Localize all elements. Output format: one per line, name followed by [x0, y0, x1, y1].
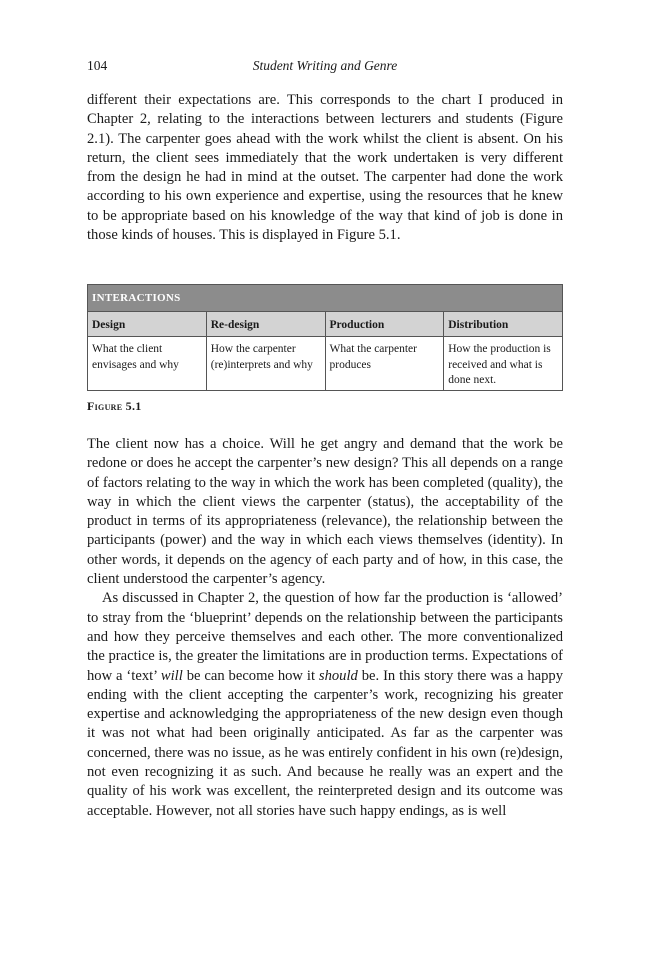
figure-5-1: [87, 284, 563, 414]
body-text: [87, 435, 563, 821]
column-header: Re-design: [206, 312, 325, 337]
running-header: [87, 58, 563, 78]
table-banner: INTERACTIONS: [88, 285, 563, 312]
column-header: Design: [88, 312, 207, 337]
column-header: Production: [325, 312, 444, 337]
table-cell: How the carpenter (re)interprets and why: [206, 337, 325, 391]
interactions-table: [87, 284, 563, 391]
emphasis-text: will: [160, 667, 183, 684]
body-paragraph: The client now has a choice. Will he get angry and demand that the work be redone or does he accept the carpenter’s new design? This all depends on a range of factors relating to the way in which the work has been completed (quality), the way in which the client views the carpenter (status), the acceptability of the product in terms of its appropriateness (relevance), the relationship between the participants (power) and the way in which each views themselves (identity). In other words, it depends on the agency of each party and of how, in this case, the client understood the carpenter’s agency.: [87, 436, 563, 588]
body-paragraph: different their expectations are. This corresponds to the chart I produced in Chapter 2, relating to the interactions between lecturers and students (Figure 2.1). The carpenter goes ahead with the work whilst the client is absent. On his return, the client sees immediately that the work undertaken is very different from the design he had in mind at the outset. The carpenter had done the work according to his own experience and expertise, using the resources that he knew to be appropriate based on his knowledge of the way that kind of job is done in those kinds of houses. This is displayed in Figure 5.1.: [87, 92, 563, 244]
figure-caption: Figure 5.1: [87, 398, 142, 413]
page-number: 104: [87, 58, 108, 73]
text-run: be. In this story there was a happy ending with the client accepting the carpenter’s work, recognizing his greater expertise and acknowledging the appropriateness of the new design even though it was not what had been originally anticipated. As far as the carpenter was concerned, there was no issue, as he was entirely confident in his own (re)design, not even recognizing it as such. And because he really was an expert and the quality of his work was excellent, the reinterpreted design and its outcome was acceptable. However, not all stories have such happy endings, as is well: [87, 667, 563, 819]
emphasis-text: should: [318, 667, 358, 684]
table-cell: How the production is received and what is done next.: [444, 337, 563, 391]
text-run: As discussed in Chapter 2, the question of how far the production is ‘allowed’ to stray from the ‘blueprint’ depends on the relationship between the participants and how they perceive themselves and each other. The more conventionalized the practice is, the greater the limitations are in production terms. Expectations of how a ‘text’: [87, 590, 563, 684]
table-cell: What the client envisages and why: [88, 337, 207, 391]
column-header: Distribution: [444, 312, 563, 337]
table-cell: What the carpenter produces: [325, 337, 444, 391]
text-run: be can become how it: [182, 667, 319, 684]
running-title: Student Writing and Genre: [252, 58, 398, 73]
body-paragraph: [87, 589, 563, 821]
